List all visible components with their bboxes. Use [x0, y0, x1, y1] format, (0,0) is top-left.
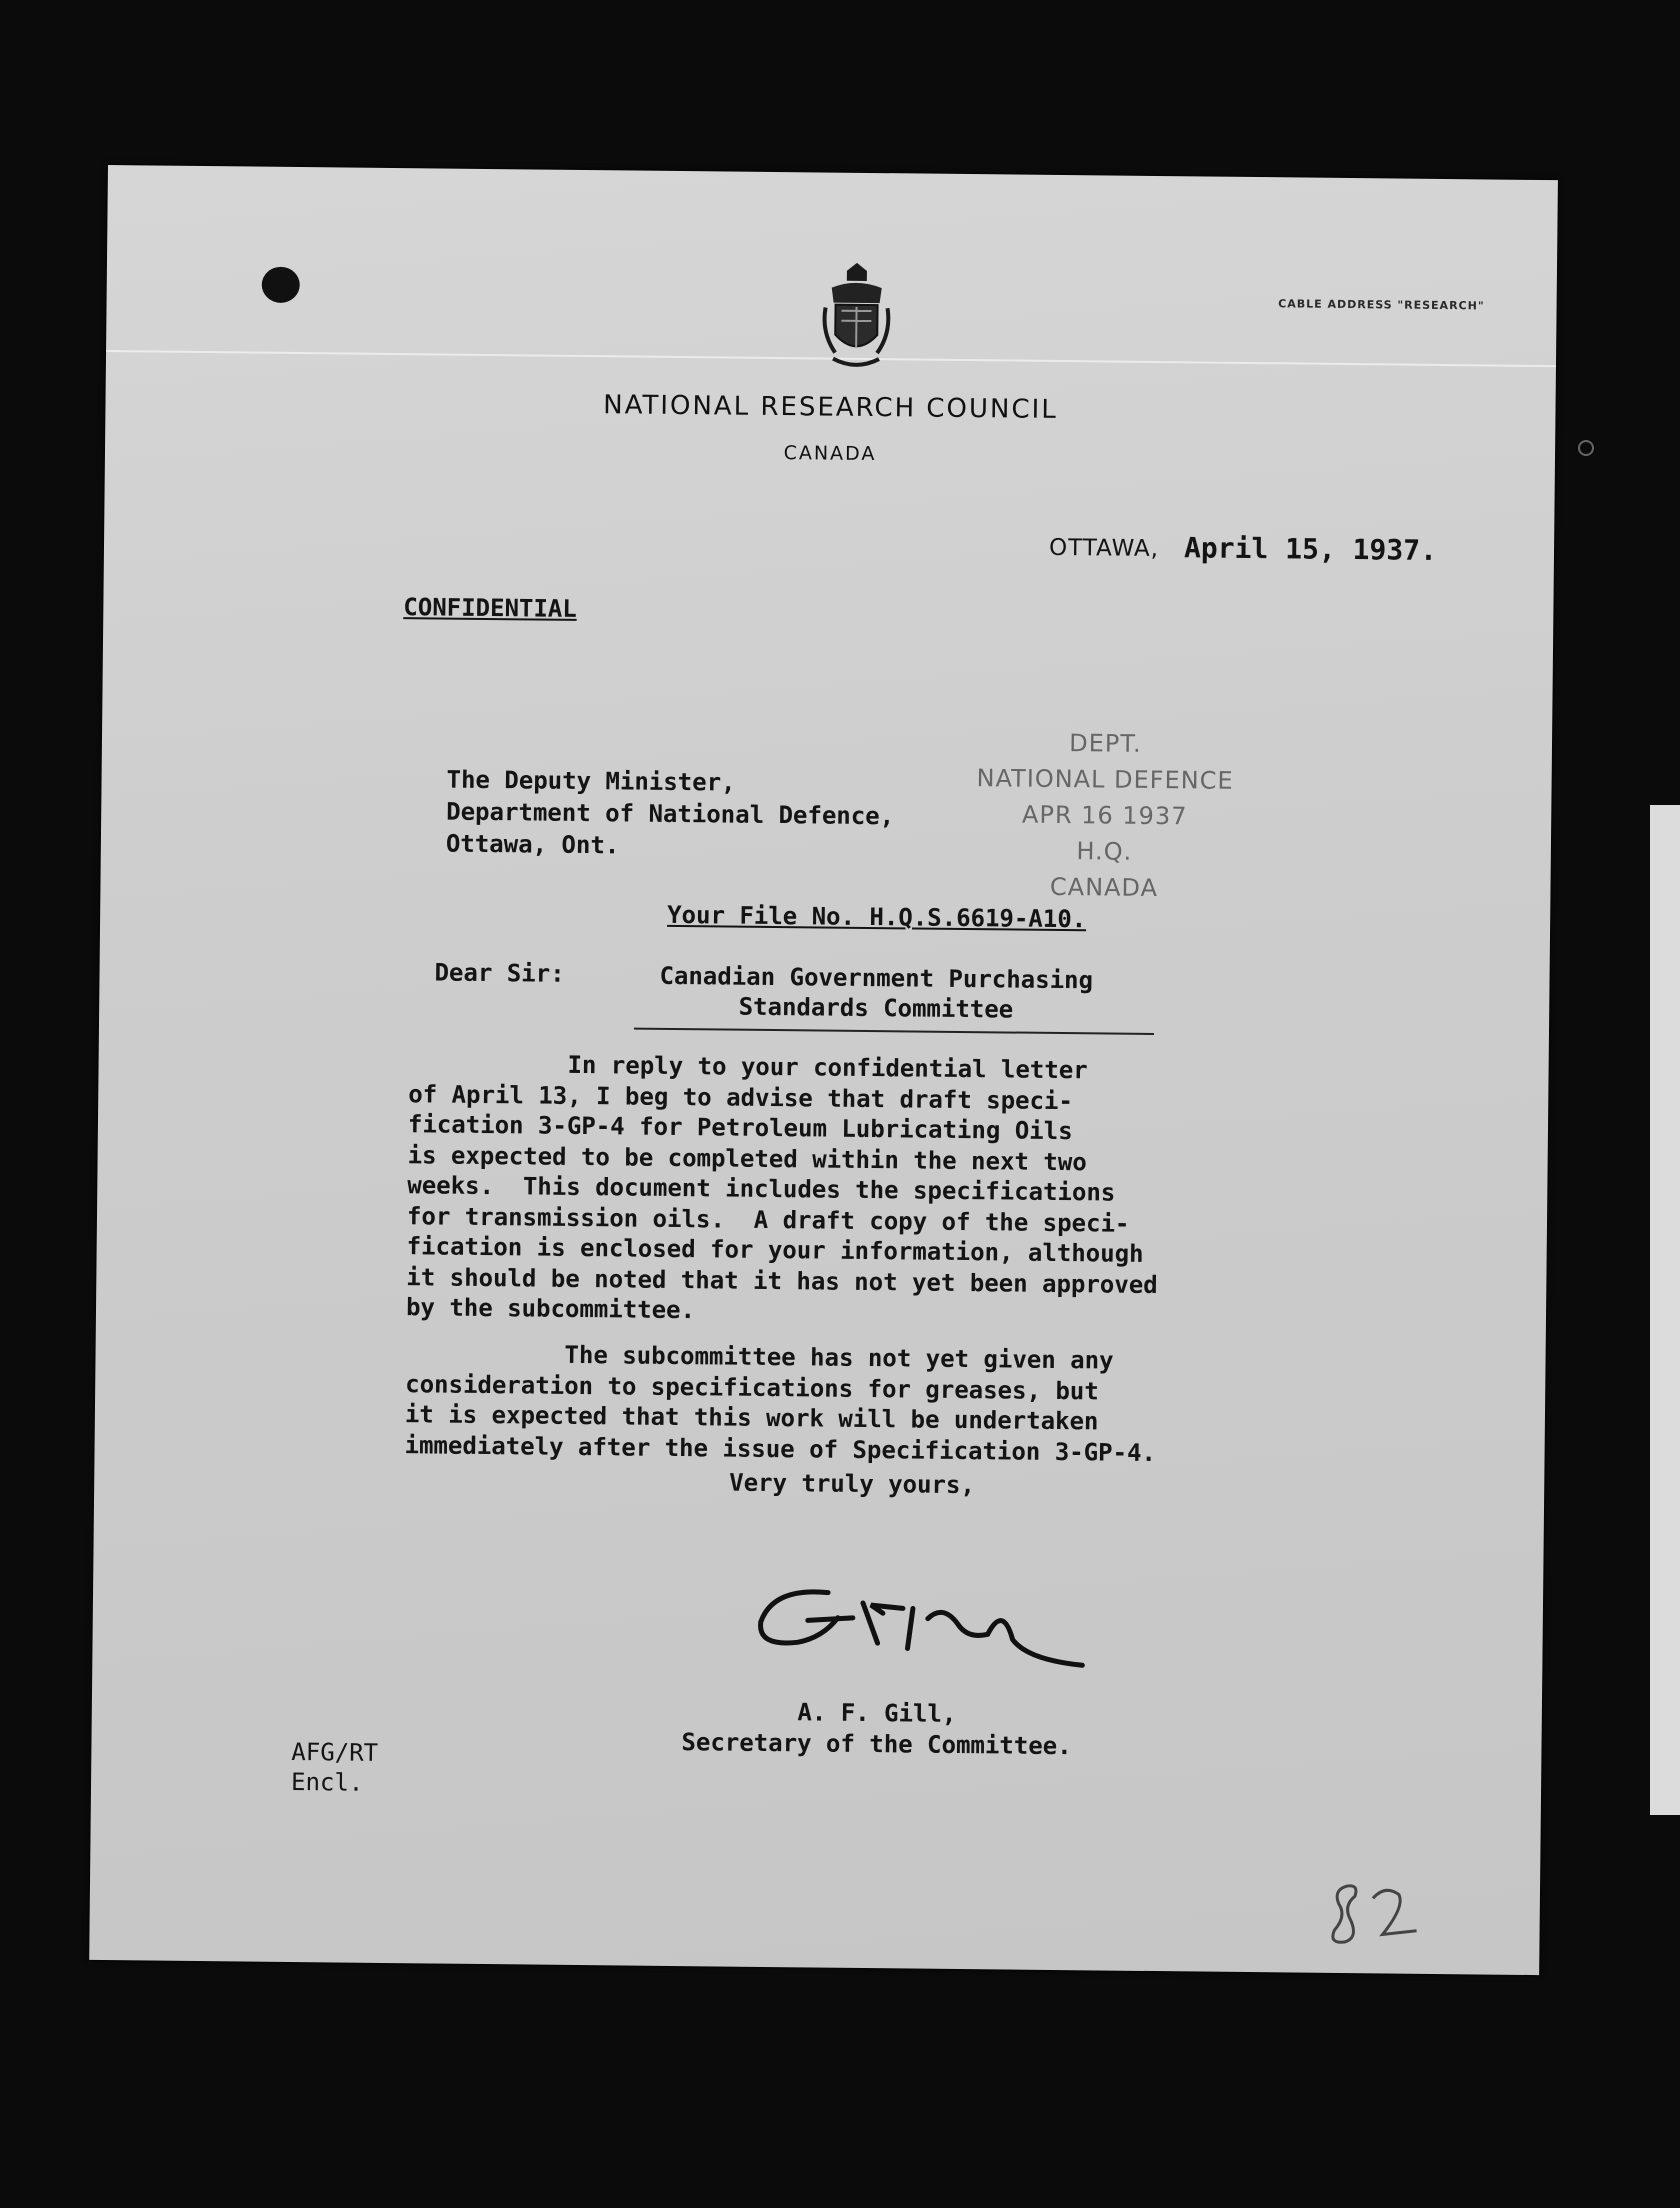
handwritten-page-number	[1324, 1878, 1425, 1949]
received-stamp	[975, 724, 1234, 907]
scanner-mark	[1578, 440, 1594, 456]
stamp-line: H.Q.	[1076, 837, 1133, 866]
cable-address: CABLE ADDRESS "RESEARCH"	[1278, 297, 1485, 313]
coat-of-arms-icon	[821, 262, 892, 373]
reference-initials: AFG/RT Encl.	[290, 1738, 379, 1797]
letter-page	[89, 165, 1558, 1975]
stamp-line: DEPT.	[1069, 729, 1142, 758]
stamp-line: CANADA	[1049, 872, 1159, 903]
salutation: Dear Sir:	[434, 958, 565, 988]
adjacent-page-edge	[1650, 805, 1680, 1815]
stamp-line: NATIONAL DEFENCE	[976, 764, 1234, 795]
recipient-address: The Deputy Minister, Department of National Defence, Ottawa, Ont.	[445, 765, 895, 860]
dateline-place: OTTAWA,	[1048, 534, 1160, 563]
signatory-name: A. F. Gill,	[797, 1698, 957, 1728]
organization-country: CANADA	[783, 442, 877, 466]
file-reference: Your File No. H.Q.S.6619-A10.	[667, 900, 1087, 934]
classification-marking: CONFIDENTIAL	[403, 593, 577, 623]
punch-hole	[262, 267, 300, 303]
stamp-line: APR 16 1937	[1021, 800, 1188, 831]
body-paragraph-2: The subcommittee has not yet given any consideration to specifications for greases, but it is expected that this work will be undertaken immediately after the issue of Specification 3-GP-4.	[404, 1339, 1157, 1467]
subject-underline	[634, 1028, 1154, 1035]
handwritten-signature	[752, 1562, 1093, 1686]
body-paragraph-1: In reply to your confidential letter of April 13, I beg to advise that draft speci- fication 3-GP-4 for Petroleum Lubricating Oils is expected to be completed within the next two weeks. This document includes the specifications for transmission oils. A draft copy of the speci- fication is enclosed for your information, although it should be noted that it has not yet been approved by the subcommittee.	[405, 1049, 1158, 1325]
organization-name: NATIONAL RESEARCH COUNCIL	[603, 390, 1058, 425]
signatory-title: Secretary of the Committee.	[681, 1728, 1072, 1761]
subject-line: Canadian Government Purchasing Standards Committee	[659, 961, 1094, 1024]
dateline-date: April 15, 1937.	[1183, 531, 1438, 567]
signatory-block	[681, 1696, 1072, 1762]
complimentary-close: Very truly yours,	[729, 1468, 976, 1500]
